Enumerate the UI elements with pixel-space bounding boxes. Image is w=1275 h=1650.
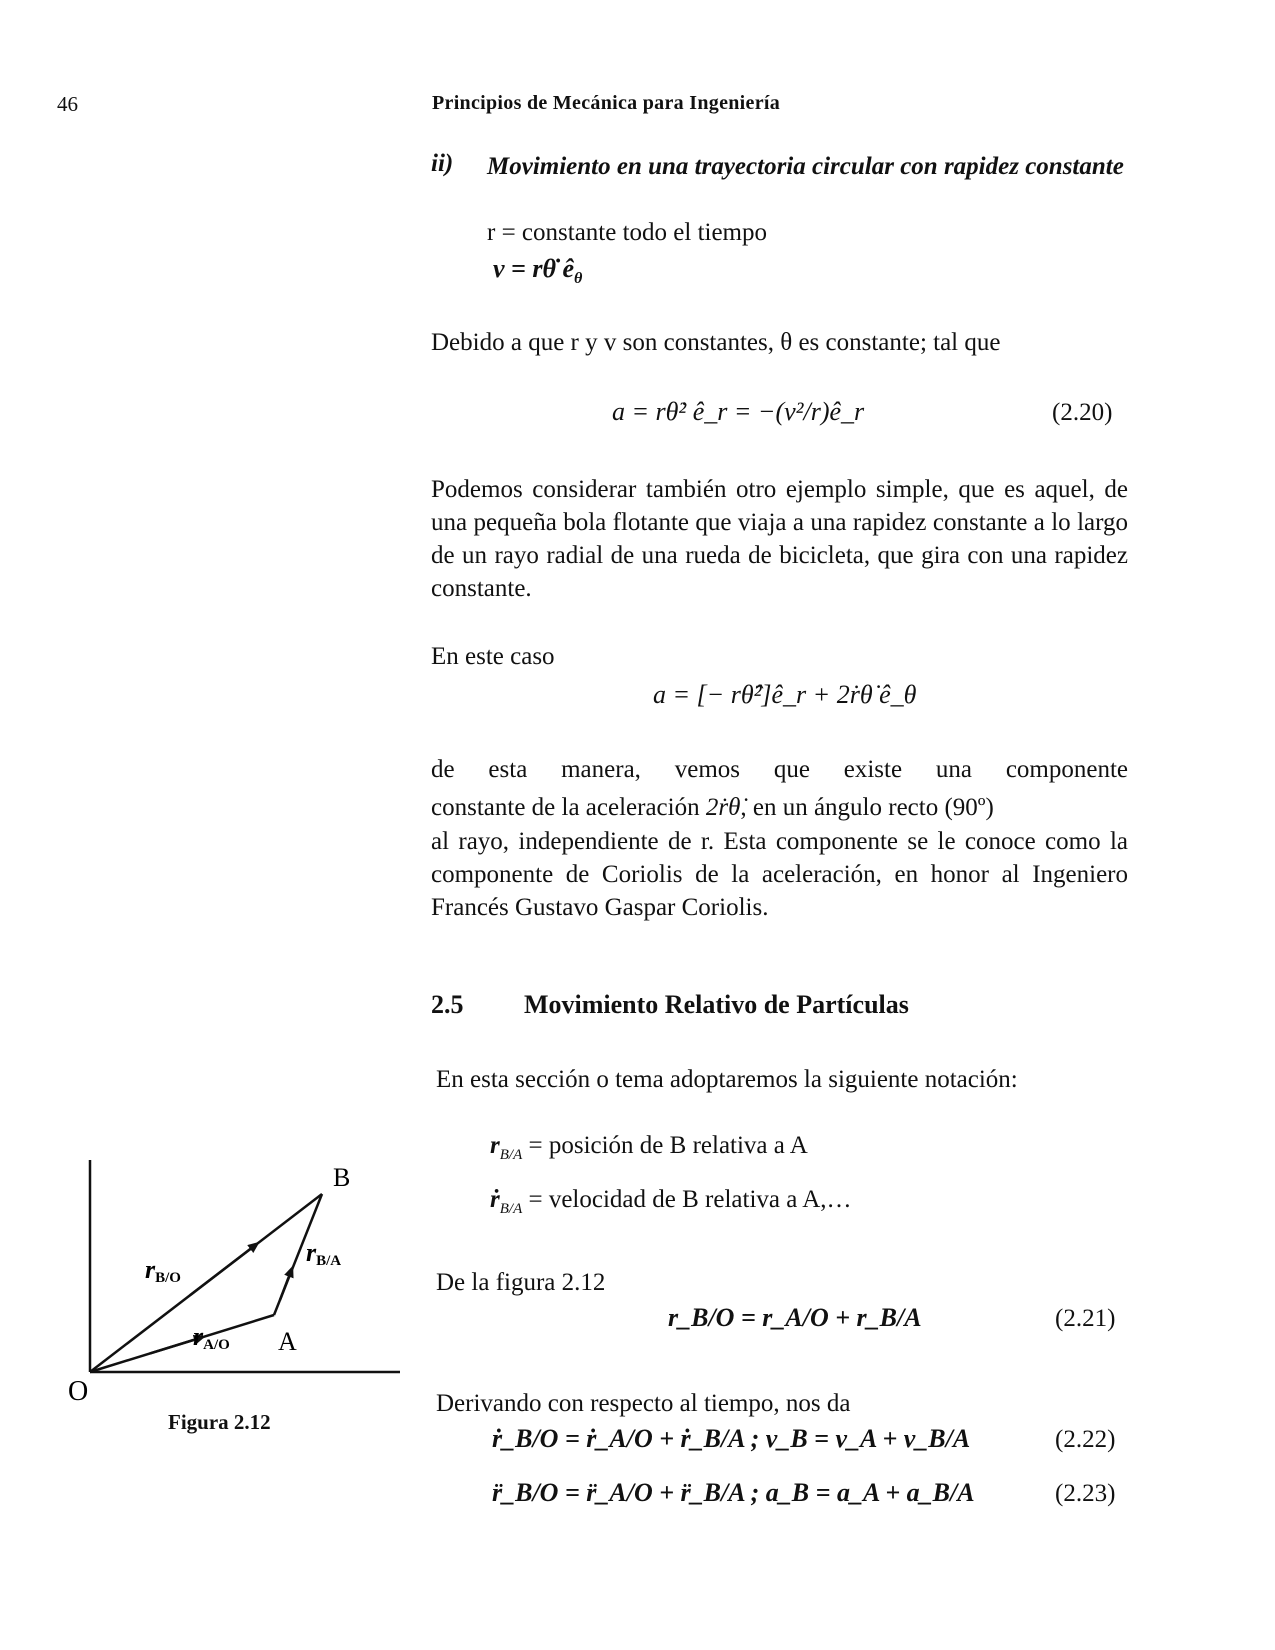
label-r-ba [306, 1238, 341, 1269]
paragraph-4-line-1: de esta manera, vemos que existe una componente [431, 756, 1128, 783]
notation-symbol: ṙ [490, 1186, 500, 1213]
section-number: 2.5 [431, 990, 464, 1019]
equation-2-20: a = rθ̇² ê_r = −(v²/r)ê_r [612, 397, 865, 426]
subsection-title: Movimiento en una trayectoria circular con rapidez constante [487, 153, 1124, 180]
paragraph-2: Podemos considerar también otro ejemplo simple, que es aquel, de una pequeña bola flotante que viaja a una rapidez constante a lo largo de un rayo radial de una rueda de bicicleta, que gira con una rapidez constante. [431, 476, 1128, 602]
equation-2-23: r̈_B/O = r̈_A/O + r̈_B/A ; a_B = a_A + a_B/A [492, 1478, 975, 1507]
figure-caption: Figura 2.12 [168, 1410, 271, 1434]
notation-symbol: r [490, 1132, 500, 1159]
equation-2-21: r_B/O = r_A/O + r_B/A [668, 1303, 922, 1332]
paragraph-4-rest: al rayo, independiente de r. Esta componente se le conoce como la componente de Coriolis de la aceleración, en honor al Ingeniero Francés Gustavo Gaspar Coriolis. [431, 828, 1128, 921]
equation-number-2-21: (2.21) [1055, 1305, 1116, 1332]
running-header: Principios de Mecánica para Ingeniería [432, 92, 781, 114]
paragraph-1: Debido a que r y v son constantes, θ es constante; tal que [431, 329, 1001, 356]
notation-text: = posición de B relativa a A [528, 1132, 808, 1159]
point-b-label: B [333, 1163, 351, 1192]
label-r-bo [145, 1255, 181, 1286]
label-sub: B/O [155, 1270, 181, 1286]
paragraph-4-text: constante de la aceleración [431, 794, 700, 821]
label-r-ao [193, 1322, 230, 1353]
equation-coriolis: a = [− rθ̂²]ê_r + 2ṙθ̇ ê_θ [653, 680, 917, 709]
point-a-label: A [278, 1327, 297, 1356]
equation-velocity-text: v = rθ̇ ê [493, 254, 575, 283]
label-r: r [306, 1238, 317, 1267]
section-title: Movimiento Relativo de Partículas [524, 990, 909, 1019]
equation-number-2-22: (2.22) [1055, 1426, 1116, 1453]
paragraph-5: En esta sección o tema adoptaremos la siguiente notación: [436, 1066, 1018, 1093]
equation-2-22: ṙ_B/O = ṙ_A/O + ṙ_B/A ; v_B = v_A + v_B/A [492, 1424, 971, 1453]
notation-row-velocity [490, 1183, 852, 1226]
paragraph-4-text-cont: , en un ángulo recto (90º) [740, 794, 994, 821]
section-heading [431, 990, 909, 1020]
point-o-label: O [68, 1376, 89, 1407]
figure-2-12-diagram [50, 1150, 410, 1410]
label-sub: B/A [316, 1253, 342, 1269]
equation-number-2-23: (2.23) [1055, 1480, 1116, 1507]
label-sub: A/O [203, 1337, 230, 1353]
notation-text: = velocidad de B relativa a A,… [528, 1186, 852, 1213]
equation-number-2-20: (2.20) [1052, 399, 1113, 426]
coriolis-term: 2ṙθ̇ [705, 794, 741, 821]
label-r: r [193, 1322, 204, 1351]
equation-velocity [493, 254, 582, 288]
paragraph-3: En este caso [431, 643, 555, 670]
page-number: 46 [57, 92, 78, 116]
notation-row-position [490, 1129, 808, 1172]
paragraph-7: Derivando con respecto al tiempo, nos da [436, 1390, 851, 1417]
subsection-label: ii) [431, 150, 454, 177]
notation-rel: B/A [499, 1201, 523, 1217]
arrow-icon [280, 1271, 291, 1300]
label-r: r [145, 1255, 156, 1284]
subsection-line: r = constante todo el tiempo [487, 219, 768, 246]
paragraph-6: De la figura 2.12 [436, 1269, 606, 1296]
arrow-icon [190, 1245, 255, 1295]
notation-rel: B/A [499, 1147, 523, 1163]
equation-velocity-sub: θ [574, 270, 583, 288]
paragraph-4-line-2 [431, 791, 1128, 824]
